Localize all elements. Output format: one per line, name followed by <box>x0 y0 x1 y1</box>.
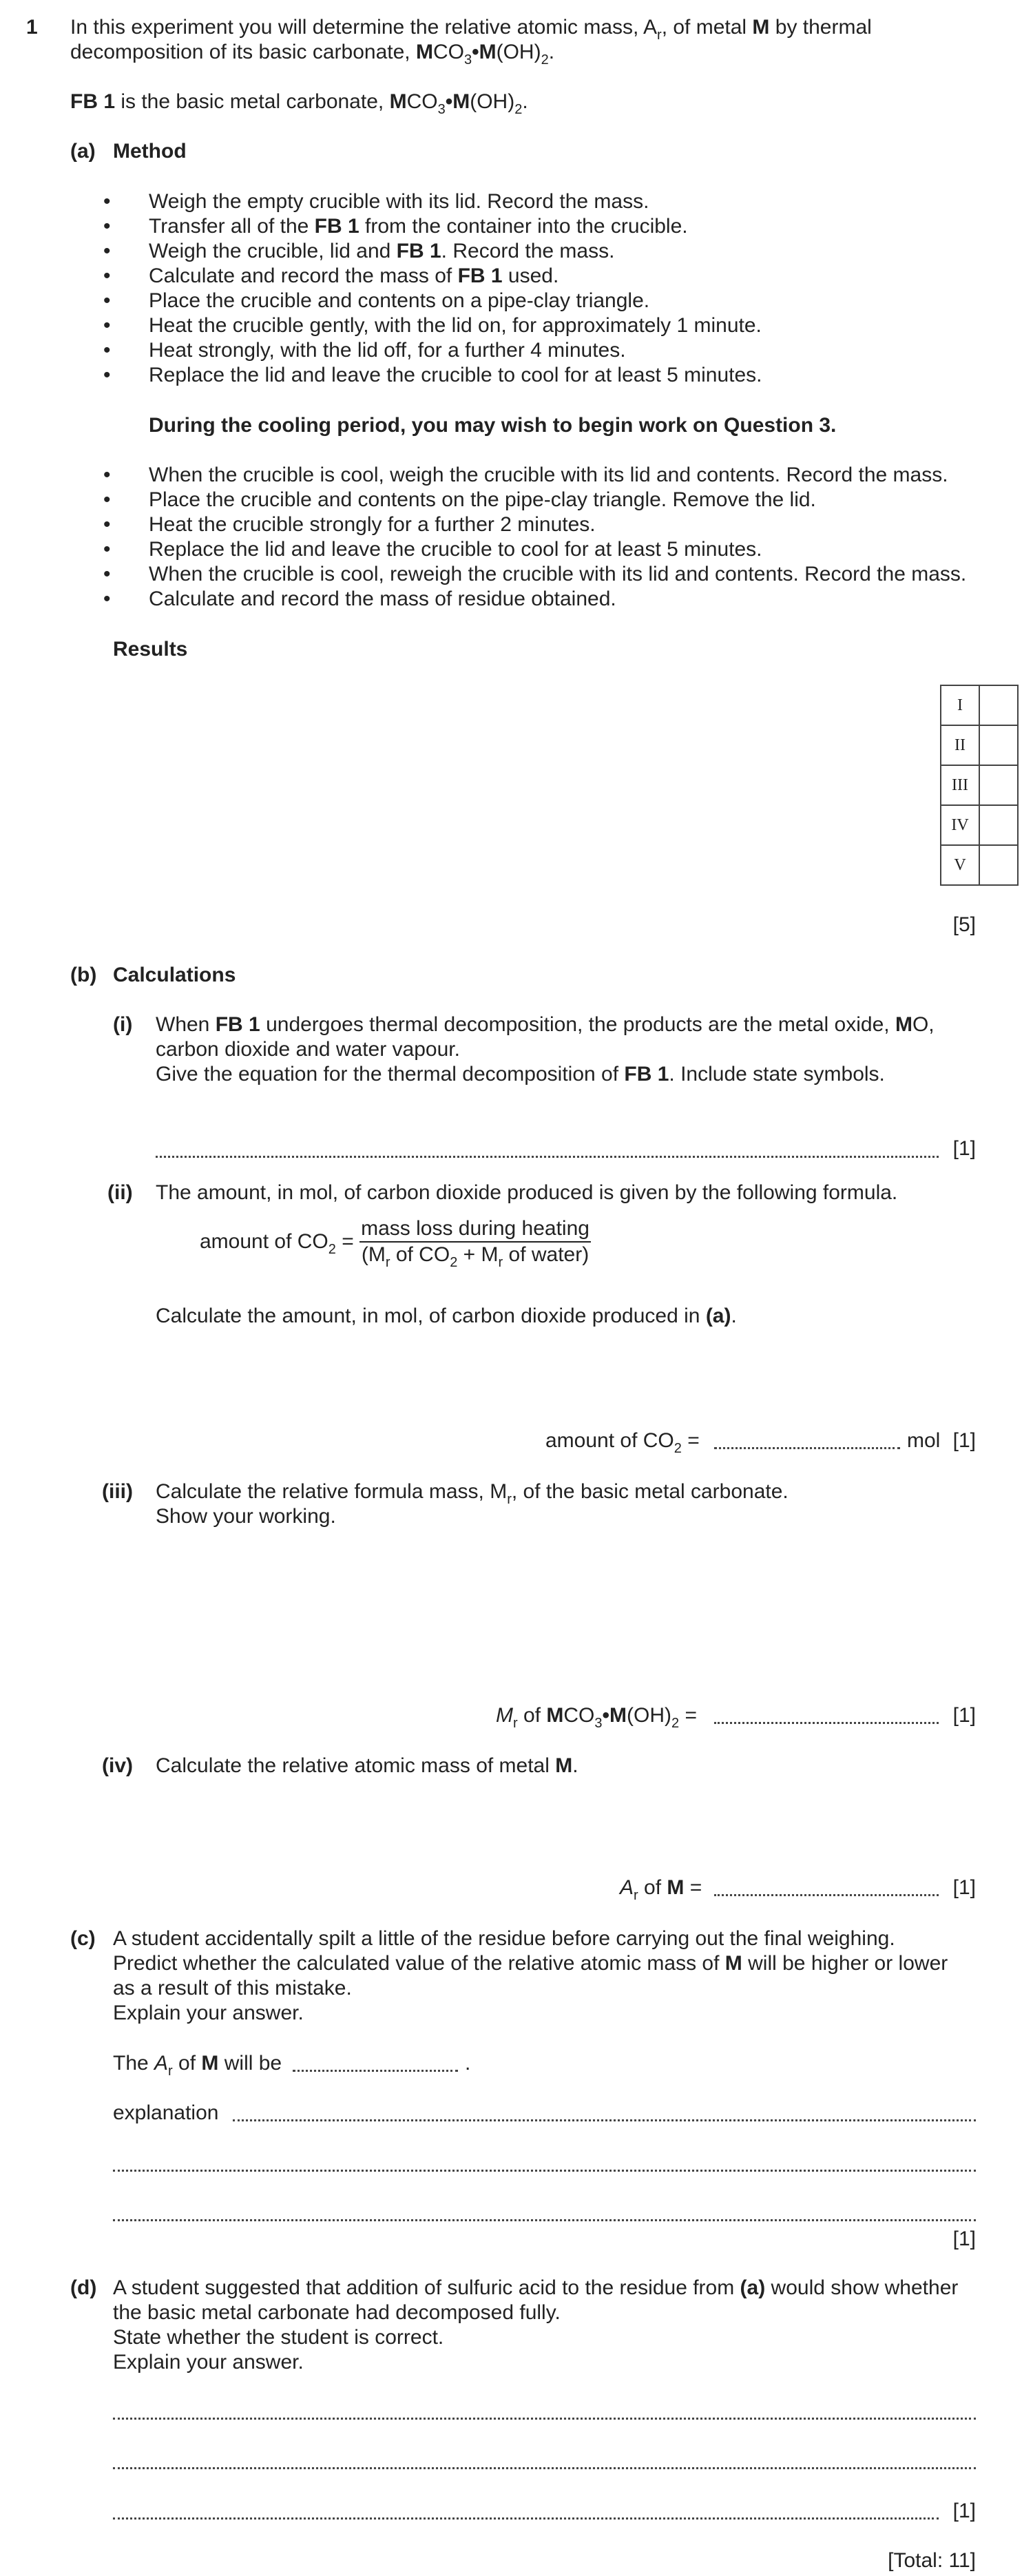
method-step: Calculate and record the mass of FB 1 used. <box>149 264 559 287</box>
co2-answer-line[interactable] <box>714 1447 900 1449</box>
part-d-marks: [1] <box>952 2500 976 2522</box>
question-number: 1 <box>26 16 38 39</box>
part-b-iv-marks: [1] <box>952 1876 976 1899</box>
bullet: • <box>103 563 111 585</box>
part-b-iii-label: (iii) <box>102 1480 133 1503</box>
explanation-line-3[interactable] <box>113 2219 976 2221</box>
part-b-i-marks: [1] <box>952 1137 976 1160</box>
bullet: • <box>103 190 111 213</box>
method-step: Transfer all of the FB 1 from the container into the crucible. <box>149 215 688 238</box>
explanation-line-1[interactable] <box>233 2119 976 2121</box>
part-a-marks: [5] <box>952 913 976 936</box>
fb1-description: FB 1 is the basic metal carbonate, $MCO_3•M(OH)_2$. <box>70 90 528 117</box>
method-step: Weigh the crucible, lid and FB 1. Record the mass. <box>149 240 615 262</box>
mark-box[interactable] <box>979 805 1018 845</box>
bullet: • <box>103 314 111 337</box>
part-c-prediction: The $A_r$ of M will be <box>113 2052 282 2079</box>
bullet: • <box>103 215 111 238</box>
equation-answer-line[interactable] <box>156 1156 939 1158</box>
mark-box[interactable] <box>979 765 1018 805</box>
method-step: Calculate and record the mass of residue obtained. <box>149 588 616 610</box>
row-label: I <box>941 685 979 725</box>
part-b-iv-text: Calculate the relative atomic mass of metal M. <box>156 1754 578 1777</box>
part-b-label: (b) <box>70 964 97 986</box>
part-b-ii-text: The amount, in mol, of carbon dioxide produced is given by the following formula. <box>156 1181 898 1204</box>
bullet: • <box>103 289 111 312</box>
part-d-line-2: the basic metal carbonate had decomposed fully. <box>113 2301 561 2324</box>
part-b-iii-line-2: Show your working. <box>156 1505 336 1528</box>
bullet: • <box>103 538 111 561</box>
method-step: When the crucible is cool, weigh the crucible with its lid and contents. Record the mass. <box>149 464 948 486</box>
method-step: Heat strongly, with the lid off, for a further 4 minutes. <box>149 339 626 362</box>
mark-box[interactable] <box>979 685 1018 725</box>
part-b-i-line-3: Give the equation for the thermal decomposition of FB 1. Include state symbols. <box>156 1063 885 1086</box>
part-d-label: (d) <box>70 2276 97 2299</box>
row-label: V <box>941 845 979 885</box>
question-total: [Total: 11] <box>888 2549 976 2572</box>
results-row <box>941 845 1018 885</box>
part-d-line-1: A student suggested that addition of sulfuric acid to the residue from (a) would show whether <box>113 2276 959 2299</box>
results-marks-table <box>940 685 1019 886</box>
co2-formula: amount of $CO_2$ = $\frac{\text{mass loss during heating}}{(M_r of CO_2 + M_r of water)}$ <box>200 1217 589 1270</box>
bullet: • <box>103 513 111 536</box>
part-b-i-line-2: carbon dioxide and water vapour. <box>156 1038 460 1061</box>
results-row <box>941 805 1018 845</box>
part-b-iii-line-1: Calculate the relative formula mass, $M_r$, of the basic metal carbonate. <box>156 1480 789 1507</box>
part-d-line-3: State whether the student is correct. <box>113 2326 444 2349</box>
part-b-i-label: (i) <box>113 1013 133 1036</box>
part-b-ii-marks: [1] <box>952 1429 976 1452</box>
method-step: Place the crucible and contents on a pipe-clay triangle. <box>149 289 650 312</box>
co2-unit: mol <box>907 1429 941 1452</box>
results-title: Results <box>113 638 188 661</box>
method-step: Place the crucible and contents on the pipe-clay triangle. Remove the lid. <box>149 488 816 511</box>
prediction-answer-line[interactable] <box>293 2070 458 2072</box>
bullet: • <box>103 364 111 386</box>
mark-box[interactable] <box>979 725 1018 765</box>
bullet: • <box>103 264 111 287</box>
row-label: III <box>941 765 979 805</box>
method-step: Replace the lid and leave the crucible to cool for at least 5 minutes. <box>149 538 762 561</box>
ar-answer-label: $A_r$ of M = <box>620 1876 702 1903</box>
row-label: IV <box>941 805 979 845</box>
results-row <box>941 765 1018 805</box>
part-c-marks: [1] <box>952 2227 976 2250</box>
co2-answer-label: amount of $CO_2$ = <box>545 1429 700 1456</box>
part-c-line-1: A student accidentally spilt a little of the residue before carrying out the final weighing. <box>113 1927 895 1950</box>
cooling-note: During the cooling period, you may wish to begin work on Question 3. <box>149 414 837 437</box>
part-d-answer-line-3[interactable] <box>113 2517 939 2520</box>
ar-answer-line[interactable] <box>714 1894 939 1896</box>
part-d-line-4: Explain your answer. <box>113 2351 304 2374</box>
part-c-line-3: as a result of this mistake. <box>113 1977 352 1999</box>
method-step: When the crucible is cool, reweigh the crucible with its lid and contents. Record the mass. <box>149 563 967 585</box>
results-row <box>941 725 1018 765</box>
part-c-label: (c) <box>70 1927 96 1950</box>
mr-answer-label: $M_r$ of $MCO_3•M(OH)_2$ = <box>496 1704 697 1731</box>
bullet: • <box>103 588 111 610</box>
intro-line-2: decomposition of its basic carbonate, $MCO_3•M(OH)_2$. <box>70 41 555 67</box>
method-step: Heat the crucible strongly for a further 2 minutes. <box>149 513 596 536</box>
part-b-title: Calculations <box>113 964 236 986</box>
results-row <box>941 685 1018 725</box>
method-step: Replace the lid and leave the crucible to cool for at least 5 minutes. <box>149 364 762 386</box>
part-b-ii-calc: Calculate the amount, in mol, of carbon dioxide produced in (a). <box>156 1305 737 1327</box>
formula-fraction <box>359 1216 591 1270</box>
part-c-line-4: Explain your answer. <box>113 2002 304 2024</box>
explanation-line-2[interactable] <box>113 2170 976 2172</box>
part-a-title: Method <box>113 140 187 163</box>
part-a-label: (a) <box>70 140 96 163</box>
intro-line-1: In this experiment you will determine the relative atomic mass, $A_r$, of metal M by thermal <box>70 16 872 43</box>
formula-numerator: mass loss during heating <box>359 1216 591 1243</box>
method-step: Weigh the empty crucible with its lid. Record the mass. <box>149 190 649 213</box>
part-c-line-2: Predict whether the calculated value of the relative atomic mass of M will be higher or lower <box>113 1952 948 1975</box>
part-b-ii-label: (ii) <box>107 1181 133 1204</box>
formula-denominator: ($M_r$ of $CO_2 + M_r$ of water) <box>361 1243 589 1270</box>
part-d-answer-line-1[interactable] <box>113 2418 976 2420</box>
explanation-label: explanation <box>113 2101 219 2124</box>
bullet: • <box>103 488 111 511</box>
bullet: • <box>103 464 111 486</box>
part-b-i-line-1: When FB 1 undergoes thermal decomposition, the products are the metal oxide, MO, <box>156 1013 935 1036</box>
mr-answer-line[interactable] <box>714 1722 939 1724</box>
bullet: • <box>103 339 111 362</box>
method-step: Heat the crucible gently, with the lid on, for approximately 1 minute. <box>149 314 762 337</box>
part-b-iii-marks: [1] <box>952 1704 976 1727</box>
part-b-iv-label: (iv) <box>102 1754 133 1777</box>
mark-box[interactable] <box>979 845 1018 885</box>
prediction-end: . <box>465 2052 471 2075</box>
part-d-answer-line-2[interactable] <box>113 2467 976 2469</box>
row-label: II <box>941 725 979 765</box>
bullet: • <box>103 240 111 262</box>
